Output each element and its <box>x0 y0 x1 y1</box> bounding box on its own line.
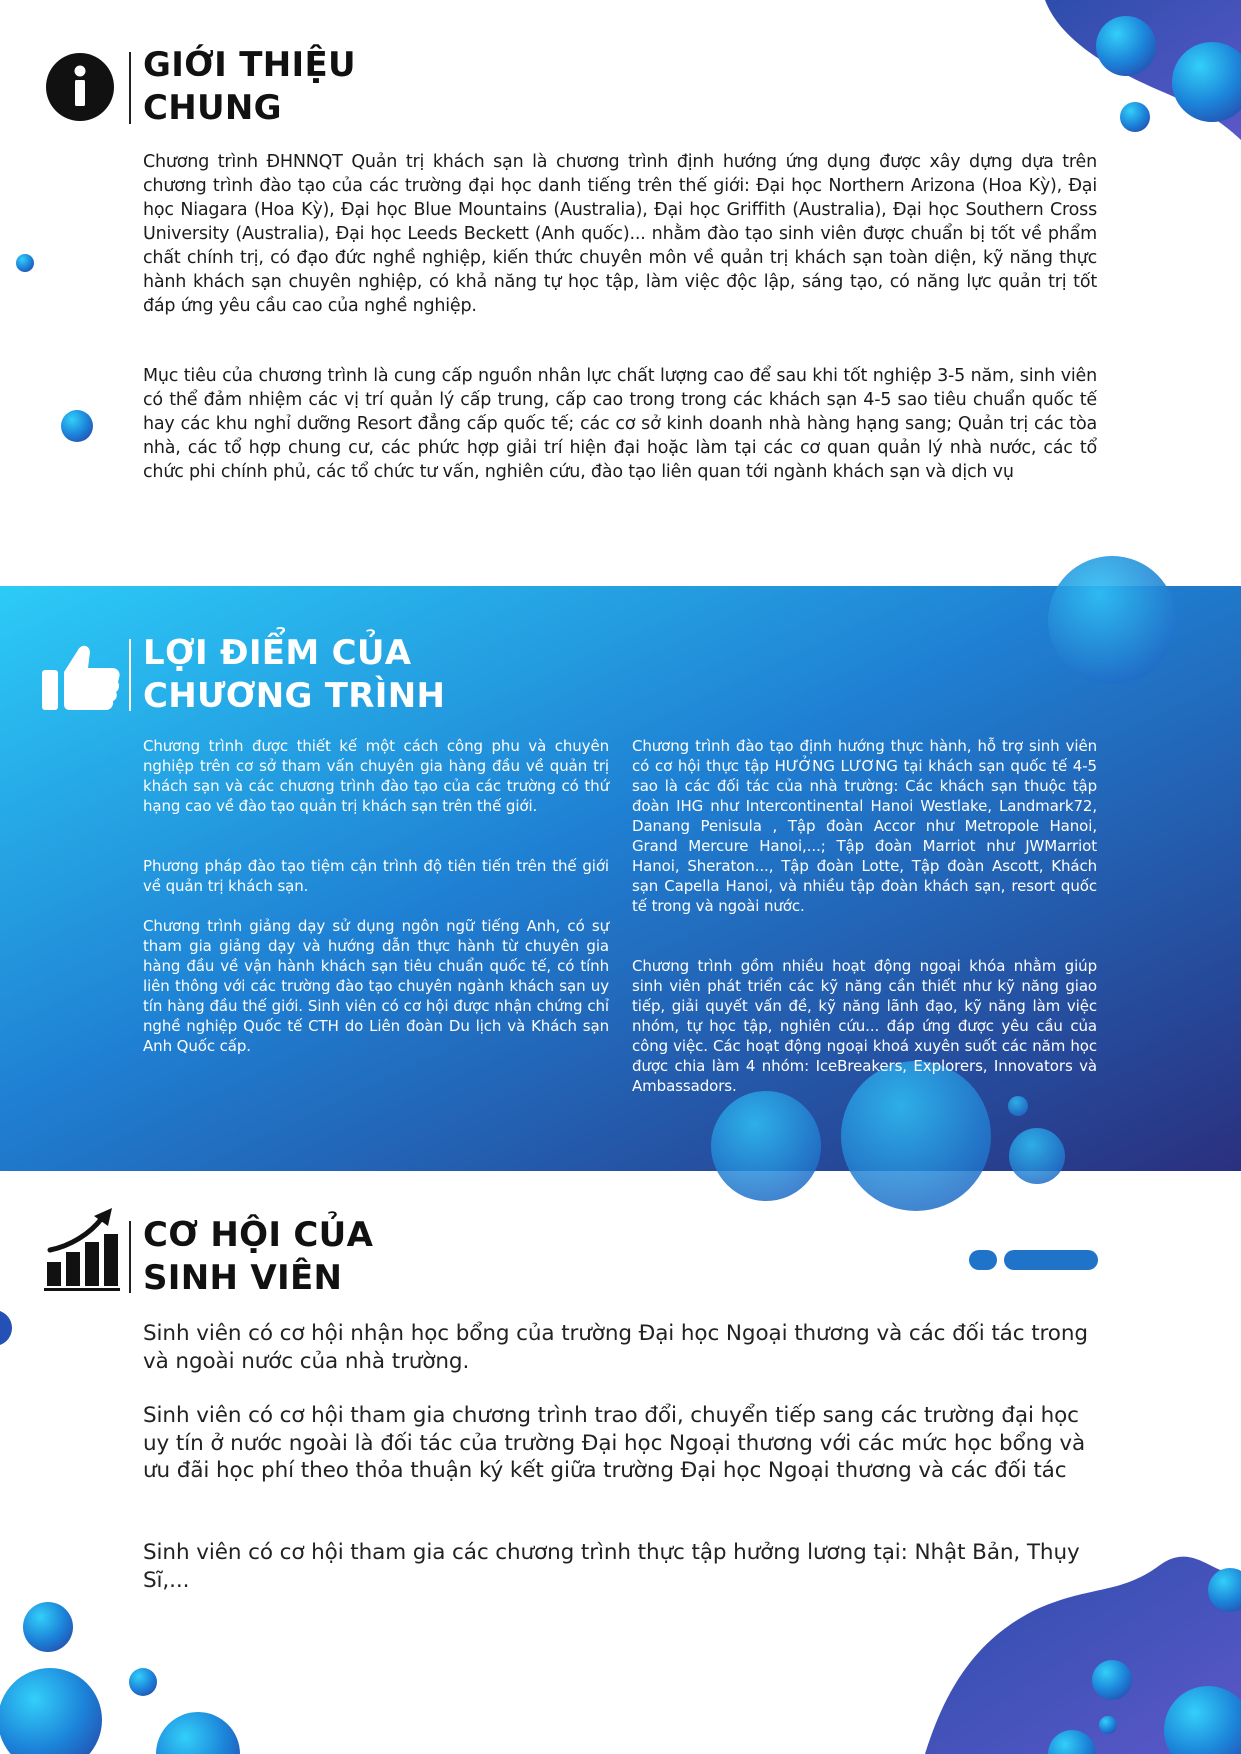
deco-ball <box>711 1091 821 1201</box>
deco-ball <box>23 1602 73 1652</box>
intro-paragraph-2: Mục tiêu của chương trình là cung cấp nguồn nhân lực chất lượng cao để sau khi tốt nghiệp 3-5 năm, sinh viên có thể đảm nhiệm các vị trí quản lý cấp trung, cấp cao trong trong các khách sạn 4-5 sao tiêu chuẩn quốc tế hay các khu nghỉ dưỡng Resort đẳng cấp quốc tế; các cơ sở kinh doanh nhà hàng hạng sang; Quản trị các tòa nhà, các tổ hợp chung cư, các phức hợp giải trí hiện đại hoặc làm tại các cơ quan quản lý nhà nước, các tổ chức phi chính phủ, các tổ chức tư vấn, nghiên cứu, đào tạo liên quan tới ngành khách sạn và dịch vụ <box>143 366 1097 482</box>
opportunities-title <box>143 1214 373 1300</box>
benefits-title <box>143 632 445 718</box>
benefits-left-1: Chương trình được thiết kế một cách công phu và chuyên nghiệp trên cơ sở tham vấn chuyên gia hàng đầu về quản trị khách sạn và các chương trình đào tạo của các trường có thứ hạng cao về đào tạo quản trị khách sạn trên thế giới. <box>143 737 609 815</box>
benefits-left-2: Phương pháp đào tạo tiệm cận trình độ tiên tiến trên thế giới về quản trị khách sạn. <box>143 857 609 895</box>
opportunities-title-line1: CƠ HỘI CỦA <box>143 1215 374 1255</box>
deco-ball <box>0 1310 12 1346</box>
deco-ball <box>1009 1128 1065 1184</box>
deco-ball <box>156 1712 240 1754</box>
benefits-right-1: Chương trình đào tạo định hướng thực hành, hỗ trợ sinh viên có cơ hội thực tập HƯỞNG LƯƠNG tại khách sạn quốc tế 4-5 sao là các đối tác của nhà trường: Các khách sạn thuộc tập đoàn IHG như Intercontinental Hanoi Westlake, Landmark72, Danang Penisula , Tập đoàn Accor như Metropole Hanoi, Grand Mercure Hanoi,...; Tập đoàn Marriot như JWMarriot Hanoi, Sheraton..., Tập đoàn Lotte, Tập đoàn Ascott, Khách sạn Capella Hanoi, và nhiều tập đoàn khách sạn, resort quốc tế trong và ngoài nước. <box>632 737 1097 915</box>
intro-title-line2: CHUNG <box>143 88 282 128</box>
deco-ball <box>1120 102 1150 132</box>
opportunity-item-1: Sinh viên có cơ hội nhận học bổng của trường Đại học Ngoại thương và các đối tác trong và ngoài nước của nhà trường. <box>143 1321 1088 1374</box>
heading-divider <box>129 52 131 124</box>
intro-paragraph-1: Chương trình ĐHNNQT Quản trị khách sạn là chương trình định hướng ứng dụng được xây dựng dựa trên chương trình đào tạo của các trường đại học danh tiếng trên thế giới: Đại học Northern Arizona (Hoa Kỳ), Đại học Niagara (Hoa Kỳ), Đại học Blue Mountains (Australia), Đại học Griffith (Australia), Đại học Southern Cross University (Australia), Đại học Leeds Beckett (Anh quốc)... nhằm đào tạo sinh viên được chuẩn bị tốt về phẩm chất chính trị, có đạo đức nghề nghiệp, kiến thức chuyên môn về quản trị khách sạn toàn diện, kỹ năng thực hành khách sạn chuyên nghiệp, có khả năng tự học tập, làm việc độc lập, sáng tạo, có năng lực quản trị tốt đáp ứng yêu cầu cao của nghề nghiệp. <box>143 152 1097 316</box>
intro-title <box>143 44 356 130</box>
deco-ball <box>1092 1660 1132 1700</box>
deco-ball <box>129 1668 157 1696</box>
deco-ball <box>1008 1096 1028 1116</box>
benefits-left-3: Chương trình giảng dạy sử dụng ngôn ngữ tiếng Anh, có sự tham gia giảng dạy và hướng dẫn thực hành từ chuyên gia hàng đầu về vận hành khách sạn tiêu chuẩn quốc tế, có tính liên thông với các trường đào tạo chuyên ngành khách sạn uy tín hàng đầu thế giới. Sinh viên có cơ hội được nhận chứng chỉ nghề nghiệp Quốc tế CTH do Liên đoàn Du lịch và Khách sạn Anh Quốc cấp. <box>143 917 609 1055</box>
deco-pill <box>1004 1250 1098 1270</box>
deco-ball <box>1048 556 1176 684</box>
deco-ball <box>1096 16 1156 76</box>
info-icon <box>46 53 114 121</box>
benefits-title-line2: CHƯƠNG TRÌNH <box>143 676 446 716</box>
heading-divider <box>129 1221 131 1293</box>
opportunity-item-2: Sinh viên có cơ hội tham gia chương trình trao đổi, chuyển tiếp sang các trường đại học uy tín ở nước ngoài là đối tác của trường Đại học Ngoại thương với các mức học bổng và ưu đãi học phí theo thỏa thuận ký kết giữa trường Đại học Ngoại thương và các đối tác <box>143 1403 1086 1483</box>
deco-ball <box>16 254 34 272</box>
heading-divider <box>129 639 131 711</box>
intro-title-line1: GIỚI THIỆU <box>143 45 356 85</box>
thumbs-up-icon <box>42 640 120 712</box>
opportunity-item-3: Sinh viên có cơ hội tham gia các chương trình thực tập hưởng lương tại: Nhật Bản, Thụy Sĩ,... <box>143 1540 1080 1593</box>
deco-ball <box>1099 1716 1117 1734</box>
deco-pill <box>969 1250 997 1270</box>
opportunities-title-line2: SINH VIÊN <box>143 1258 343 1298</box>
growth-chart-icon <box>44 1206 120 1292</box>
benefits-right-2: Chương trình gồm nhiều hoạt động ngoại khóa nhằm giúp sinh viên phát triển các kỹ năng cần thiết như kỹ năng giao tiếp, giải quyết vấn đề, kỹ năng lãnh đạo, kỹ năng làm việc nhóm, tự học tập, nghiên cứu... đáp ứng được yêu cầu của công việc. Các hoạt động ngoại khoá xuyên suốt các năm học được chia làm 4 nhóm: IceBreakers, Explorers, Innovators và Ambassadors. <box>632 957 1097 1095</box>
benefits-title-line1: LỢI ĐIỂM CỦA <box>143 633 412 673</box>
deco-ball <box>0 1668 102 1754</box>
deco-ball <box>61 410 93 442</box>
